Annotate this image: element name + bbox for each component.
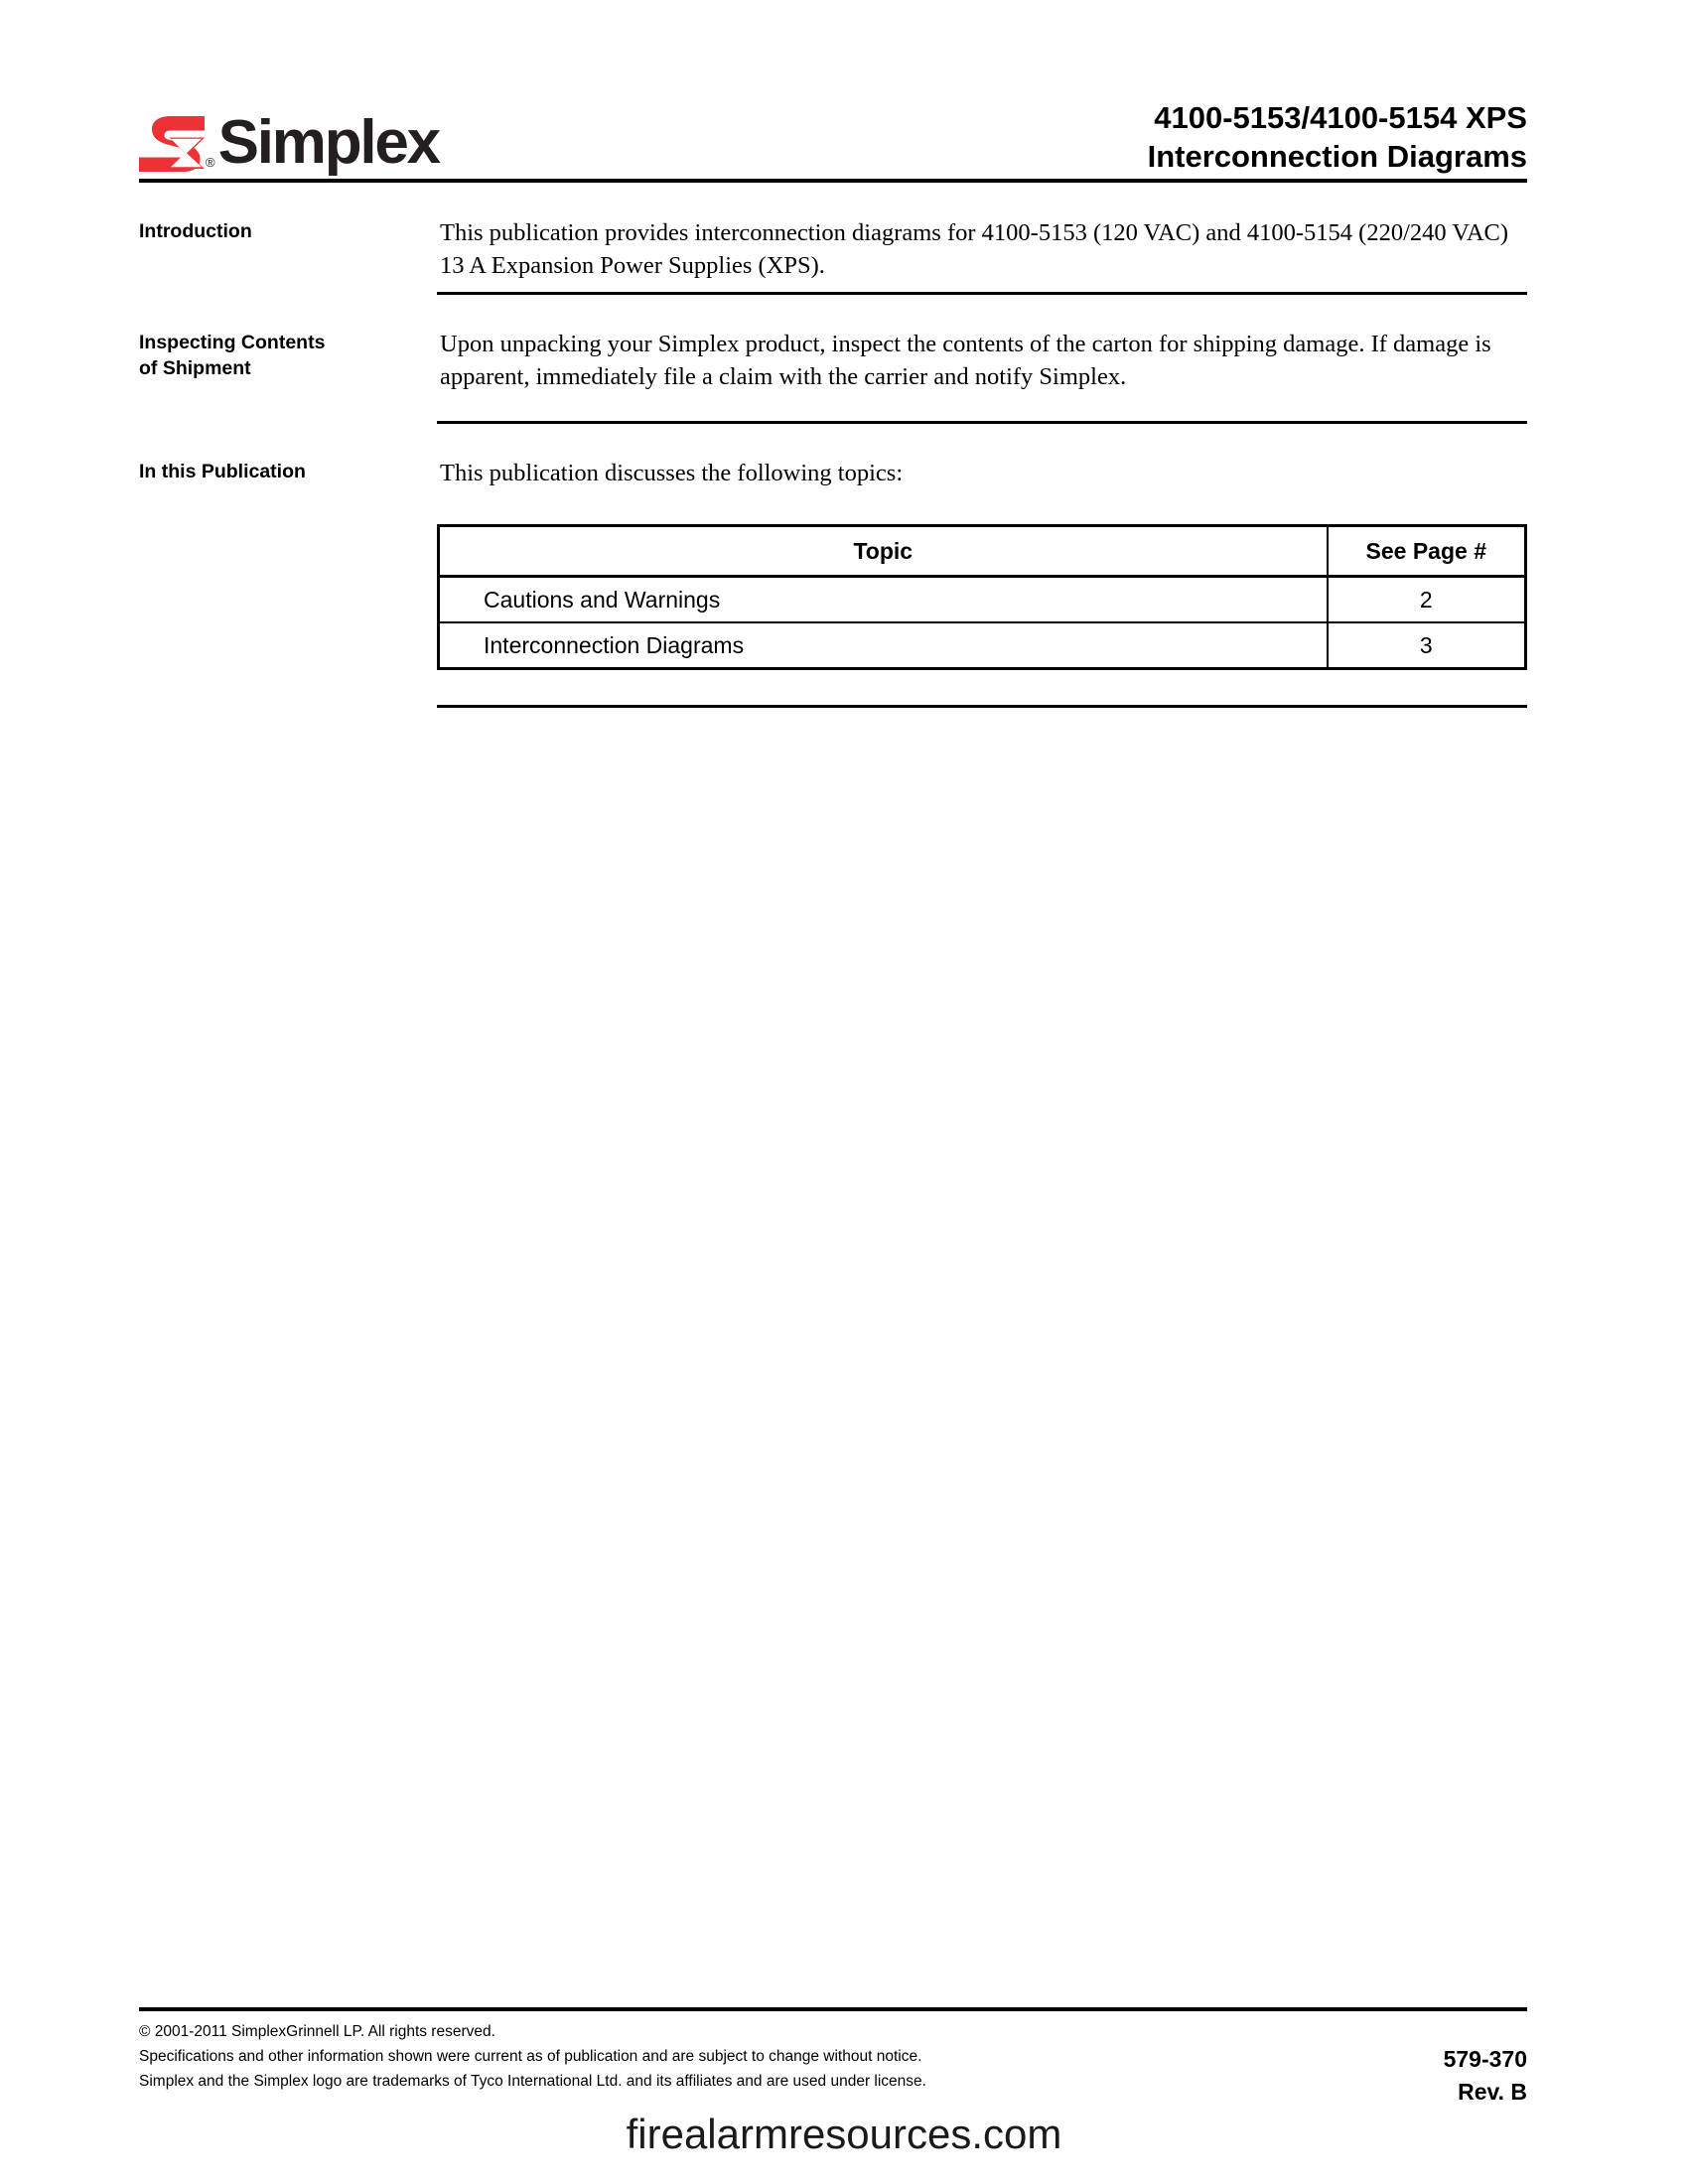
section-in-this-publication (139, 457, 1527, 489)
page-header (139, 55, 1527, 179)
simplex-logo (139, 108, 439, 179)
topics-table (437, 524, 1527, 670)
page-title (1148, 98, 1527, 179)
header-rule (139, 179, 1527, 183)
legal-notice (139, 2019, 926, 2094)
column-header-topic: Topic (439, 526, 1328, 577)
section-label-inspecting-contents: Inspecting Contents of Shipment (139, 332, 326, 379)
topics-table-head (439, 526, 1526, 577)
table-row[interactable] (439, 622, 1526, 669)
trademark-line: Simplex and the Simplex logo are trademarks of Tyco International Ltd. and its affiliates and are used under license. (139, 2073, 926, 2091)
footer-rule (139, 2007, 1527, 2011)
section-label-in-this-publication: In this Publication (139, 461, 306, 482)
section-divider-1 (437, 292, 1527, 295)
page-footer (139, 2019, 1527, 2110)
section-divider-3 (437, 705, 1527, 708)
page-title-line-2: Interconnection Diagrams (1147, 139, 1527, 175)
page-number-cell: 2 (1328, 577, 1526, 623)
inspecting-contents-paragraph: Upon unpacking your Simplex product, inspect the contents of the carton for shipping damage. If damage is apparent, immediately file a claim with the carrier and notify Simplex. (440, 331, 1491, 391)
section-introduction (139, 216, 1527, 283)
section-body-in-this-publication (437, 457, 1527, 489)
section-label-introduction: Introduction (139, 220, 252, 242)
watermark-url: firealarmresources.com (626, 2111, 1062, 2157)
simplex-s-logo-icon (139, 116, 205, 172)
simplex-wordmark: Simplex (217, 108, 439, 178)
copyright-line: © 2001-2011 SimplexGrinnell LP. All rights reserved. (139, 2023, 495, 2040)
topics-table-container (437, 524, 1527, 670)
page-number-cell: 3 (1419, 631, 1433, 658)
introduction-paragraph: This publication provides interconnection diagrams for 4100-5153 (120 VAC) and 4100-5154 (220/240 VAC) 13 A Expansion Power Supplies (XPS). (440, 219, 1509, 280)
document-part-number (1444, 2019, 1527, 2110)
revision: Rev. B (1458, 2079, 1527, 2106)
table-header-row (439, 526, 1526, 577)
in-this-publication-paragraph: This publication discusses the following topics: (440, 460, 904, 486)
registered-trademark-symbol: ® (206, 155, 215, 170)
section-inspecting-contents (139, 328, 1527, 394)
page-title-line-1: 4100-5153/4100-5154 XPS (1154, 99, 1527, 135)
section-divider-2 (437, 421, 1527, 424)
column-header-see-page: See Page # (1328, 526, 1526, 577)
topic-cell: Interconnection Diagrams (439, 622, 1328, 669)
section-body-introduction (437, 216, 1527, 283)
table-row[interactable] (439, 577, 1526, 623)
specifications-line: Specifications and other information shown were current as of publication and are subject to change without notice. (139, 2048, 922, 2066)
section-body-inspecting-contents (437, 328, 1527, 394)
part-number: 579-370 (1443, 2046, 1527, 2072)
topic-cell: Cautions and Warnings (439, 577, 1328, 623)
topics-table-body (439, 577, 1526, 669)
